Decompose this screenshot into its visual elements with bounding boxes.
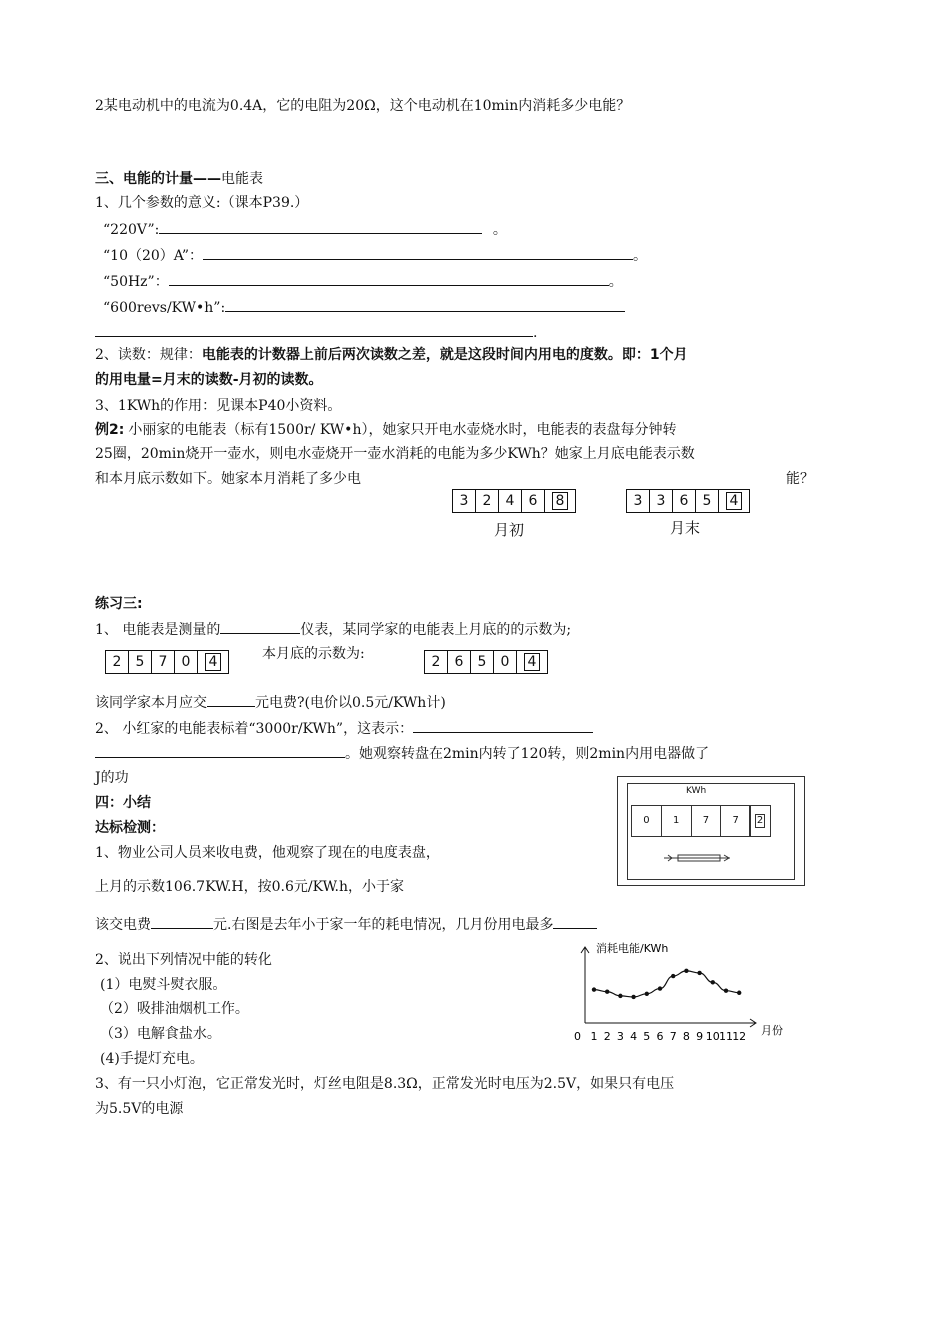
x-tick-label: 8 [682, 1030, 690, 1043]
meter-digit: 5 [471, 651, 494, 673]
meter-this-month [424, 650, 548, 674]
answer-blank[interactable] [553, 914, 597, 929]
chart-xlabel: 月份 [761, 1024, 783, 1037]
meter-start [452, 489, 576, 513]
meter-digit: 3 [627, 490, 650, 512]
test-q2: 2、说出下列情况中能的转化 [95, 952, 272, 968]
exercise-3-q1-fee: 该同学家本月应交 元电费?(电价以0.5元/KWh计) [95, 692, 446, 713]
data-point [711, 980, 715, 984]
meter-start-label: 月初 [494, 521, 525, 539]
data-point [645, 992, 649, 996]
x-tick-label: 7 [669, 1030, 677, 1043]
test-title: 达标检测： [95, 820, 165, 836]
section-3-title [95, 169, 263, 189]
exercise-3-q2: 2、 小红家的电能表标着“3000r/KWh”，这表示： [95, 718, 593, 739]
this-month-label: 本月底的示数为: [262, 646, 365, 662]
meter-digit: 0 [175, 651, 198, 673]
chart-ylabel: 消耗电能/KWh [596, 942, 669, 955]
data-point [684, 969, 688, 973]
param-10-20a: “10（20）A”： 。 [103, 245, 647, 266]
answer-blank[interactable] [203, 245, 633, 260]
meter-decimal-digit: 8 [545, 490, 575, 512]
meter-digit: 6 [448, 651, 471, 673]
x-tick-label: 6 [656, 1030, 664, 1043]
meter-digit: 6 [673, 490, 696, 512]
param-600revs: “600revs/KW•h”: [103, 297, 625, 318]
test-q2-2: （2）吸排油烟机工作。 [100, 1001, 249, 1017]
example-2-line1: 例2: 小丽家的电能表（标有1500r/ KW•h），她家只开电水壶烧水时，电能表的表盘每分钟转 [95, 422, 677, 438]
example-2-line3b: 能？ [786, 471, 814, 487]
answer-blank[interactable] [95, 743, 345, 758]
test-q3: 3、有一只小灯泡，它正常发光时，灯丝电阻是8.3Ω，正常发光时电压为2.5V，如果只有电压 [95, 1076, 675, 1092]
x-tick-label: 2 [603, 1030, 611, 1043]
question-2: 2某电动机中的电流为0.4A，它的电阻为20Ω，这个电动机在10min内消耗多少电能？ [95, 98, 631, 114]
meter-decimal-digit: 4 [517, 651, 547, 673]
meter-digit: 7 [692, 806, 722, 836]
answer-blank[interactable] [95, 322, 533, 337]
meter-disc-arrow [662, 850, 732, 866]
meter-unit: KWh [686, 786, 707, 796]
data-point [605, 990, 609, 994]
exercise-3-q2-end: J的功 [95, 770, 129, 786]
answer-blank[interactable] [159, 219, 482, 234]
meter-digit: 7 [732, 815, 739, 826]
example-2-line2: 25圈，20min烧开一壶水，则电水壶烧开一壶水消耗的电能为多少KWh？她家上月底电能表示数 [95, 446, 695, 462]
meter-decimal-digit: 4 [198, 651, 228, 673]
test-q1: 1、物业公司人员来收电费，他观察了现在的电度表盘， [95, 845, 440, 861]
x-tick-label: 1 [590, 1030, 598, 1043]
exercise-3-q1: 1、 电能表是测量的 仪表，某同学家的电能表上月底的的示数为; [95, 619, 571, 640]
answer-blank[interactable] [413, 718, 593, 733]
meter-digit: 3 [453, 490, 476, 512]
test-q2-4: (4)手提灯充电。 [100, 1051, 204, 1067]
x-tick-label: 10 [705, 1030, 720, 1043]
meter-digit: 2 [425, 651, 448, 673]
param-220v: “220V”: 。 [103, 219, 507, 240]
answer-blank[interactable] [225, 297, 625, 312]
section-3-title-rest: 电能表 [221, 171, 263, 187]
data-point [618, 994, 622, 998]
meter-digit: 3 [650, 490, 673, 512]
kwh-usage: 3、1KWh的作用：见课本P40小资料。 [95, 398, 342, 414]
test-q2-1: (1）电熨斗熨衣服。 [100, 977, 227, 993]
reading-rule: 2、读数：规律：电能表的计数器上前后两次读数之差，就是这段时间内用电的度数。即：1个月 [95, 347, 688, 363]
param-50hz: “50Hz”： 。 [103, 271, 623, 292]
meter-digit: 1 [662, 806, 692, 836]
example-2-line3a: 和本月底示数如下。她家本月消耗了多少电 [95, 471, 361, 487]
data-point [724, 988, 728, 992]
answer-blank[interactable] [207, 692, 255, 707]
data-point [631, 995, 635, 999]
data-point [737, 991, 741, 995]
param-600revs-continued: . [95, 322, 537, 343]
meter-decimal-digit: 4 [719, 490, 749, 512]
meter-face [627, 783, 795, 880]
reading-rule-bold: 电能表的计数器上前后两次读数之差，就是这段时间内用电的度数。即：1个月 [201, 347, 688, 363]
test-q1b: 上月的示数106.7KW.H，按0.6元/KW.h，小于家 [95, 879, 404, 895]
meter-decimal-digit: 2 [749, 805, 771, 837]
meter-digit: 0 [494, 651, 517, 673]
data-point [671, 974, 675, 978]
test-q2-3: （3）电解食盐水。 [100, 1026, 221, 1042]
meter-counter [631, 805, 751, 837]
meter-digit: 4 [499, 490, 522, 512]
x-tick-label: 3 [616, 1030, 624, 1043]
test-q3-cont: 为5.5V的电源 [95, 1101, 184, 1117]
meter-digit: 0 [632, 806, 662, 836]
example-2-label: 例2: [95, 422, 125, 438]
consumption-line [594, 971, 739, 997]
x-tick-label: 5 [643, 1030, 651, 1043]
meter-digit: 7 [152, 651, 175, 673]
data-point [697, 971, 701, 975]
exercise-3-q2-cont: 。她观察转盘在2min内转了120转，则2min内用电器做了 [95, 743, 709, 764]
reading-rule-cont: 的用电量=月末的读数-月初的读数。 [95, 372, 323, 388]
answer-blank[interactable] [151, 914, 213, 929]
x-tick-label: 9 [696, 1030, 704, 1043]
exercise-3-title: 练习三: [95, 596, 143, 612]
meter-end-label: 月末 [670, 519, 701, 537]
x-tick-label: 11 [719, 1030, 733, 1043]
data-point [592, 987, 596, 991]
meter-end [626, 489, 750, 513]
energy-consumption-chart [570, 940, 790, 1050]
meter-digit: 2 [106, 651, 129, 673]
data-point [658, 986, 662, 990]
meter-digit: 5 [129, 651, 152, 673]
meter-last-month [105, 650, 229, 674]
x-tick-label: 12 [732, 1030, 747, 1043]
answer-blank[interactable] [169, 271, 609, 286]
chart-origin: 0 [574, 1030, 581, 1043]
params-intro: 1、几个参数的意义:（课本P39.） [95, 195, 309, 211]
meter-digit: 5 [696, 490, 719, 512]
meter-digit: 6 [522, 490, 545, 512]
section-4-title: 四：小结 [95, 795, 151, 811]
x-tick-label: 4 [630, 1030, 638, 1043]
section-3-title-bold: 三、电能的计量—— [95, 171, 221, 187]
meter-digit: 2 [476, 490, 499, 512]
answer-blank[interactable] [220, 619, 300, 634]
meter-figure [617, 776, 805, 886]
test-q1c: 该交电费 元.右图是去年小于家一年的耗电情况，几月份用电最多 [95, 914, 597, 935]
